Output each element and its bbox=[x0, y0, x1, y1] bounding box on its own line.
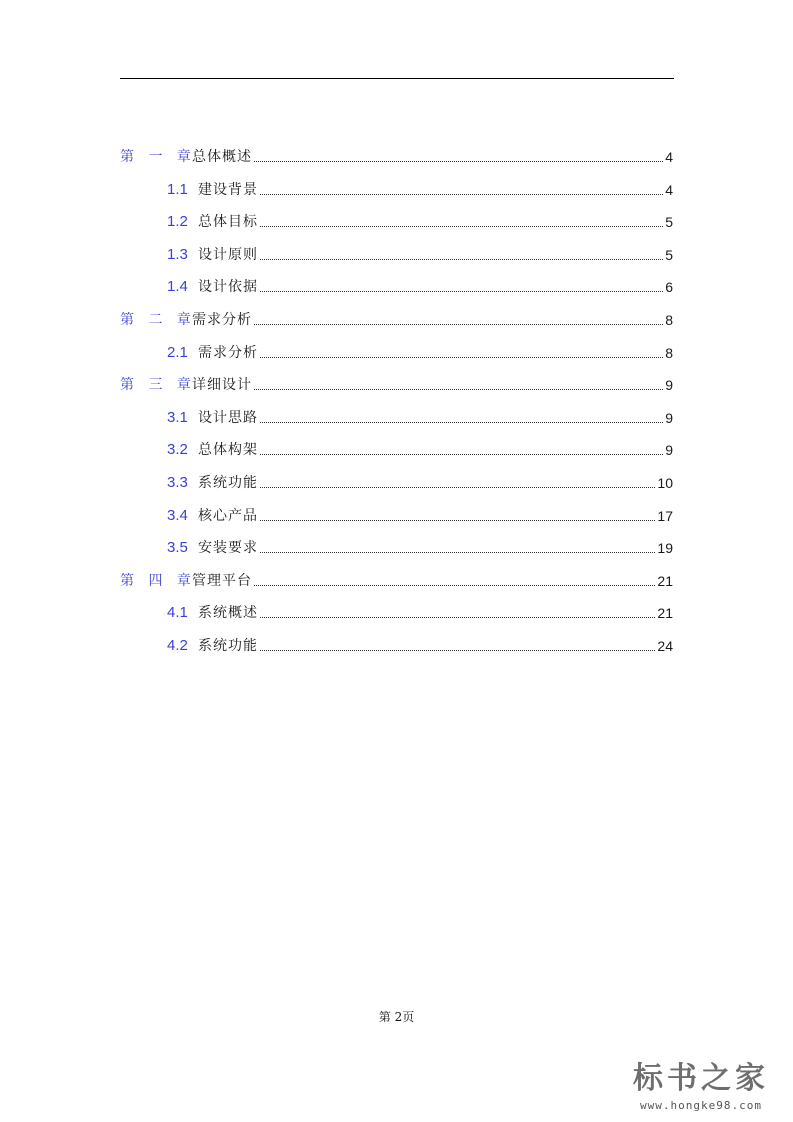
toc-entry bbox=[198, 637, 673, 655]
toc-title: 管理平台 bbox=[192, 572, 252, 589]
toc-dot-leader bbox=[260, 454, 663, 455]
toc-chapter-row[interactable] bbox=[0, 374, 793, 394]
toc-page-number: 8 bbox=[665, 312, 673, 328]
toc-section-row[interactable] bbox=[0, 439, 793, 459]
toc-title: 核心产品 bbox=[198, 507, 258, 524]
toc-page-number: 21 bbox=[657, 605, 673, 622]
toc-page-number: 10 bbox=[657, 475, 673, 491]
toc-section-number: 1.4 bbox=[167, 278, 188, 296]
toc-dot-leader bbox=[260, 487, 655, 488]
toc-title: 系统功能 bbox=[198, 475, 258, 491]
toc-section-row[interactable] bbox=[0, 276, 793, 296]
header-rule bbox=[120, 78, 674, 79]
toc-page-number: 9 bbox=[665, 409, 673, 426]
toc-page-number: 24 bbox=[657, 638, 673, 654]
toc-page-number: 4 bbox=[665, 149, 673, 165]
toc-dot-leader bbox=[260, 422, 663, 423]
toc-dot-leader bbox=[260, 194, 663, 195]
toc-chapter-number: 第 二 章 bbox=[120, 312, 196, 328]
toc-entry bbox=[198, 344, 673, 362]
toc-section-row[interactable] bbox=[0, 635, 793, 655]
toc-entry bbox=[198, 181, 673, 199]
toc-entry bbox=[198, 246, 673, 264]
toc-page-number: 9 bbox=[665, 377, 673, 394]
toc-entry bbox=[192, 376, 673, 394]
toc-title: 建设背景 bbox=[198, 181, 258, 198]
toc-section-row[interactable] bbox=[0, 505, 793, 525]
toc-chapter-number: 第 三 章 bbox=[120, 377, 196, 394]
toc-dot-leader bbox=[260, 617, 655, 618]
toc-dot-leader bbox=[260, 650, 655, 651]
toc-page-number: 4 bbox=[665, 181, 673, 198]
toc-entry bbox=[198, 539, 673, 557]
toc-page-number: 6 bbox=[665, 279, 673, 296]
toc-title: 系统功能 bbox=[198, 638, 258, 654]
toc-section-row[interactable] bbox=[0, 472, 793, 492]
toc-title: 总体目标 bbox=[198, 214, 258, 231]
toc-dot-leader bbox=[260, 226, 663, 227]
toc-title: 设计依据 bbox=[198, 279, 258, 296]
toc-section-number: 3.2 bbox=[167, 441, 188, 459]
toc-entry bbox=[198, 474, 673, 492]
toc-title: 需求分析 bbox=[198, 344, 258, 361]
toc-title: 设计思路 bbox=[198, 409, 258, 426]
toc-section-row[interactable] bbox=[0, 179, 793, 199]
toc-section-number: 4.1 bbox=[167, 604, 188, 622]
toc-title: 安装要求 bbox=[198, 540, 258, 557]
toc-dot-leader bbox=[260, 520, 655, 521]
toc-entry bbox=[198, 409, 673, 427]
toc-dot-leader bbox=[260, 552, 655, 553]
toc-entry bbox=[198, 507, 673, 525]
toc-title: 设计原则 bbox=[198, 246, 258, 263]
toc-section-number: 2.1 bbox=[167, 343, 188, 361]
toc-dot-leader bbox=[260, 357, 663, 358]
toc-chapter-row[interactable] bbox=[0, 146, 793, 166]
toc-section-number: 1.1 bbox=[167, 180, 188, 198]
toc-dot-leader bbox=[254, 389, 663, 390]
toc-entry bbox=[198, 278, 673, 296]
toc-entry bbox=[192, 311, 673, 329]
toc-entry bbox=[198, 441, 673, 459]
toc-entry bbox=[198, 604, 673, 622]
toc-chapter-row[interactable] bbox=[0, 309, 793, 329]
toc-section-number: 1.3 bbox=[167, 245, 188, 263]
toc-dot-leader bbox=[254, 585, 655, 586]
toc-section-row[interactable] bbox=[0, 342, 793, 362]
toc-chapter-number: 第 一 章 bbox=[120, 149, 196, 165]
toc-page-number: 8 bbox=[665, 344, 673, 361]
toc-section-row[interactable] bbox=[0, 537, 793, 557]
toc-title: 系统概述 bbox=[198, 605, 258, 622]
toc-section-number: 3.1 bbox=[167, 408, 188, 426]
toc-chapter-row[interactable] bbox=[0, 570, 793, 590]
toc-section-row[interactable] bbox=[0, 211, 793, 231]
toc-section-row[interactable] bbox=[0, 244, 793, 264]
watermark-title: 标书之家 bbox=[633, 1061, 769, 1096]
toc-entry bbox=[192, 572, 673, 590]
toc-dot-leader bbox=[254, 161, 663, 162]
toc-title: 详细设计 bbox=[192, 377, 252, 394]
toc-page-number: 9 bbox=[665, 442, 673, 459]
toc-page-number: 5 bbox=[665, 246, 673, 263]
toc-page-number: 19 bbox=[657, 540, 673, 557]
toc-dot-leader bbox=[260, 291, 663, 292]
toc-section-number: 3.3 bbox=[167, 474, 188, 491]
toc-chapter-number: 第 四 章 bbox=[120, 572, 196, 589]
toc-entry bbox=[198, 213, 673, 231]
toc-section-row[interactable] bbox=[0, 407, 793, 427]
toc-page-number: 17 bbox=[657, 507, 673, 524]
toc-section-number: 1.2 bbox=[167, 213, 188, 231]
toc-section-row[interactable] bbox=[0, 602, 793, 622]
toc-section-number: 3.4 bbox=[167, 506, 188, 524]
toc-page-number: 5 bbox=[665, 214, 673, 231]
watermark-logo bbox=[621, 1053, 781, 1112]
page-number: 第 2页 bbox=[378, 1010, 415, 1024]
toc-section-number: 4.2 bbox=[167, 637, 188, 654]
toc-title: 总体概述 bbox=[192, 149, 252, 165]
toc-page-number: 21 bbox=[657, 572, 673, 589]
toc-title: 需求分析 bbox=[192, 312, 252, 328]
toc-title: 总体构架 bbox=[198, 442, 258, 459]
toc-entry bbox=[192, 148, 673, 166]
toc-section-number: 3.5 bbox=[167, 539, 188, 557]
watermark-url: www.hongke98.com bbox=[640, 1099, 762, 1112]
toc-dot-leader bbox=[254, 324, 663, 325]
toc-dot-leader bbox=[260, 259, 663, 260]
